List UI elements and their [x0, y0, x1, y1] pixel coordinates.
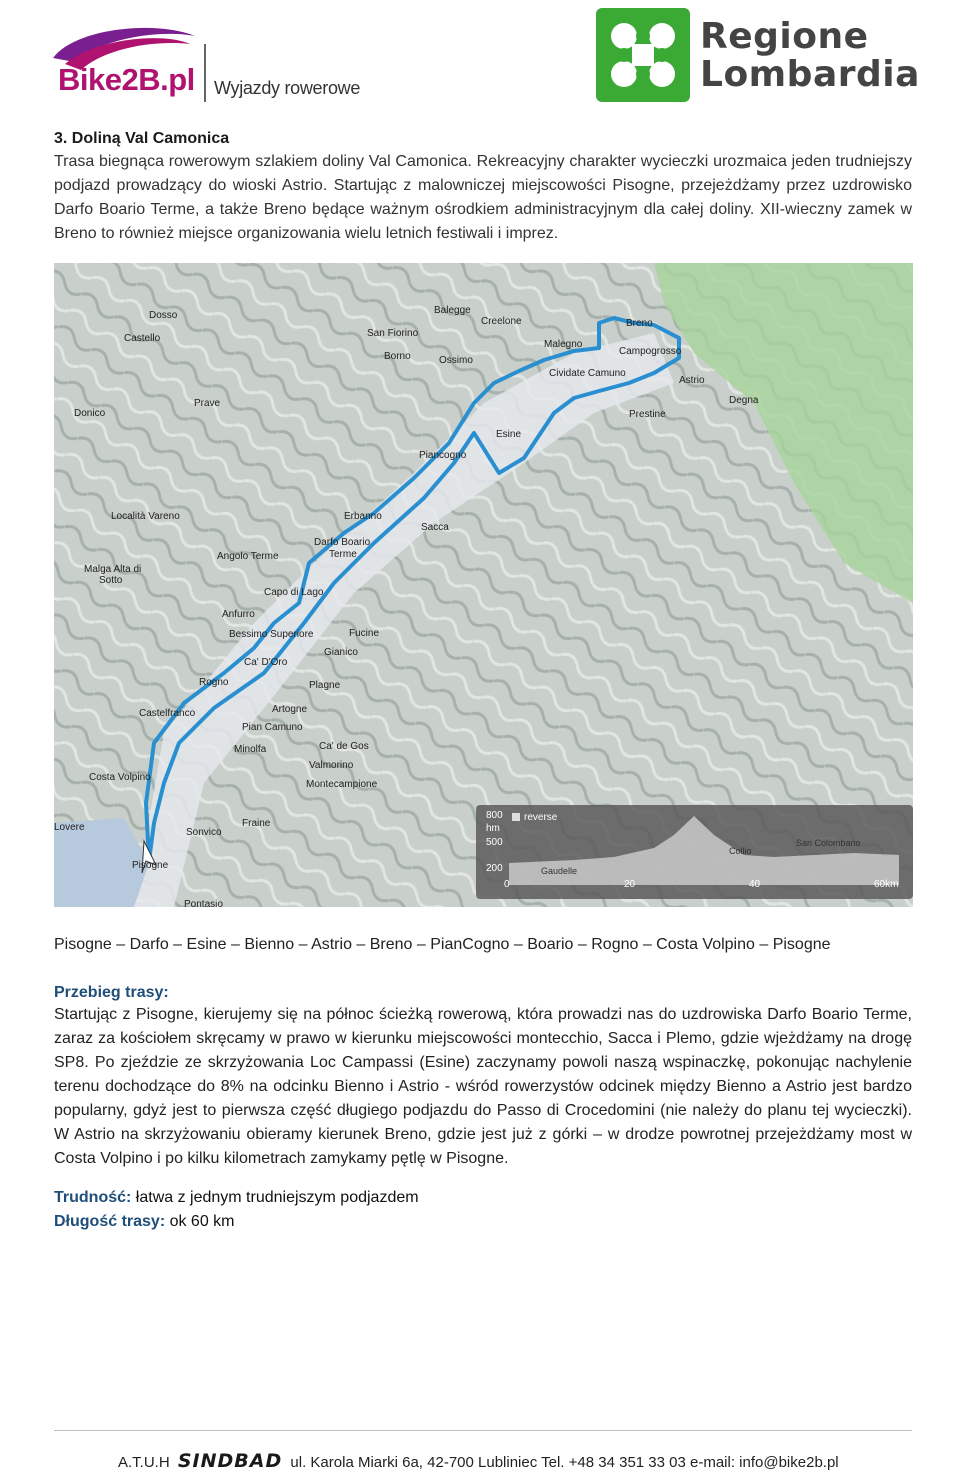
map-label-astrio: Astrio — [679, 375, 705, 386]
map-label-sotto: Sotto — [99, 575, 123, 586]
lombardia-text: Lombardia — [700, 54, 920, 95]
map-label-plagne: Plagne — [309, 680, 341, 691]
footer-divider — [54, 1430, 912, 1431]
map-label-sonvico: Sonvico — [186, 827, 222, 838]
map-label-malga: Malga Alta di — [84, 564, 142, 575]
profile-annotation-collio: Collio — [729, 846, 752, 856]
footer-prefix: A.T.U.H — [118, 1454, 170, 1471]
map-label-ca-de-gos: Ca' de Gos — [319, 741, 369, 752]
profile-reverse-label: reverse — [524, 812, 558, 823]
przebieg-description — [54, 1003, 912, 1171]
map-label-fucine: Fucine — [349, 628, 380, 639]
map-label-rogno: Rogno — [199, 677, 229, 688]
map-label-fraine: Fraine — [242, 818, 271, 829]
map-label-balegge: Balegge — [434, 305, 471, 316]
sindbad-logo: SINDBAD — [177, 1450, 283, 1472]
map-label-darfo: Darfo Boario — [314, 537, 371, 548]
profile-x-60km: 60km — [874, 879, 899, 890]
map-label-pian-camuno: Pian Camuno — [242, 722, 303, 733]
przebieg-heading: Przebieg trasy: — [54, 984, 169, 1001]
map-label-lovere: Lovere — [54, 822, 85, 833]
intro-paragraph — [54, 150, 912, 246]
przebieg-text: Startując z Pisogne, kierujemy się na północ ścieżką rowerową, która prowadzi nas do uzdrowiska Darfo Boario Terme, zaraz za kościołem skręcamy w prawo w kierunku miejscowości montecchio, Sacca i Plemo, gdzie wjeżdżamy na drogę SP8. Po zjeździe ze skrzyżowania Loc Campassi (Esine) zaczynamy powoli naszą wspinaczkę, pokonując nachylenie terenu dochodzące do 8% na odcinku Bienno i Astrio - wśród rowerzystów odcinek między Bienno a Astrio jest bardzo popularny, gdyż jest to pierwsza część długiego podjazdu do Passo di Crocedomini (nie należy do planu tej wycieczki). W Astrio na skrzyżowaniu obieramy kierunek Breno, gdzie jest już z górki – w drodze powrotnej przejeżdżamy most w Costa Volpino i po kilku kilometrach zamykamy pętlę w Pisogne. — [54, 1006, 912, 1167]
map-label-breno: Breno — [626, 318, 653, 329]
map-label-campogrosso: Campogrosso — [619, 346, 682, 357]
map-label-capo-di-lago: Capo di Lago — [264, 587, 324, 598]
profile-x-40: 40 — [749, 879, 761, 890]
map-label-san-fiorino: San Fiorino — [367, 328, 419, 339]
regione-text: Regione — [700, 16, 869, 57]
map-label-prestine: Prestine — [629, 409, 666, 420]
map-label-castelfranco: Castelfranco — [139, 708, 196, 719]
map-label-castello: Castello — [124, 333, 161, 344]
route-summary: Pisogne – Darfo – Esine – Bienno – Astrio – Breno – PianCogno – Boario – Rogno – Costa Volpino – Pisogne — [54, 936, 831, 953]
map-label-erbanno: Erbanno — [344, 511, 382, 522]
page-footer — [118, 1450, 839, 1472]
map-label-malegno: Malegno — [544, 339, 583, 350]
map-label-piancogno: Piancogno — [419, 450, 467, 461]
profile-x-0: 0 — [504, 879, 510, 890]
map-label-cividate: Cividate Camuno — [549, 368, 626, 379]
difficulty-value: łatwa z jednym trudniejszym podjazdem — [131, 1189, 419, 1206]
map-label-artogne: Artogne — [272, 704, 308, 715]
footer-address: ul. Karola Miarki 6a, 42-700 Lubliniec Tel. +48 34 351 33 03 e-mail: info@bike2b.pl — [290, 1454, 839, 1471]
map-label-ossimo: Ossimo — [439, 355, 473, 366]
map-label-pisogne: Pisogne — [132, 860, 169, 871]
map-label-anfurro: Anfurro — [222, 609, 255, 620]
map-label-pontasio: Pontasio — [184, 899, 223, 907]
profile-x-20: 20 — [624, 879, 636, 890]
profile-annotation-san-colombano: San Colombano — [796, 838, 861, 848]
profile-tick-500: 500 — [486, 837, 503, 848]
map-label-montecampione: Montecampione — [306, 779, 378, 790]
map-label-prave: Prave — [194, 398, 221, 409]
map-label-gianico: Gianico — [324, 647, 358, 658]
difficulty-label: Trudność: — [54, 1189, 132, 1206]
logo-separator — [204, 44, 206, 102]
section-title: 3. Doliną Val Camonica — [54, 130, 230, 147]
map-label-costa-volpino: Costa Volpino — [89, 772, 151, 783]
route-map — [54, 263, 913, 907]
page-header — [0, 0, 960, 118]
map-label-sacca: Sacca — [421, 522, 449, 533]
map-label-borno: Borno — [384, 351, 411, 362]
intro-text: Trasa biegnąca rowerowym szlakiem doliny Val Camonica. Rekreacyjny charakter wycieczki urozmaica jeden trudniejszy podjazd prowadzący do wioski Astrio. Startując z malowniczej miejscowości Pisogne, przejeżdżamy przez uzdrowisko Darfo Boario Terme, a także Breno będące ważnym ośrodkiem administracyjnym dla całej doliny. XII-wieczny zamek w Breno to również miejsce organizowania wielu letnich festiwali i imprez. — [54, 153, 912, 242]
profile-annotation-gaudelle: Gaudelle — [541, 866, 578, 876]
bike2b-logo-text: Bike2B.pl — [58, 62, 195, 97]
map-label-bessimo: Bessimo Superiore — [229, 629, 314, 640]
length-line — [54, 1210, 912, 1234]
map-label-dosso: Dosso — [149, 310, 178, 321]
map-label-donico: Donico — [74, 408, 106, 419]
map-label-ca-doro: Ca' D'Oro — [244, 657, 288, 668]
map-label-vareno: Località Vareno — [111, 511, 180, 522]
map-label-valmorino: Valmorino — [309, 760, 354, 771]
length-label: Długość trasy: — [54, 1213, 166, 1230]
map-label-esine: Esine — [496, 429, 522, 440]
profile-tick-200: 200 — [486, 863, 503, 874]
map-label-minolfa: Minolfa — [234, 744, 267, 755]
map-label-angolo: Angolo Terme — [217, 551, 279, 562]
profile-tick-800: 800 — [486, 810, 503, 821]
bike2b-tagline: Wyjazdy rowerowe — [214, 78, 361, 98]
profile-unit-label: hm — [486, 823, 500, 834]
map-label-degna: Degna — [729, 395, 759, 406]
map-label-creelone: Creelone — [481, 316, 522, 327]
length-value: ok 60 km — [165, 1213, 235, 1230]
difficulty-line — [54, 1186, 912, 1210]
map-label-terme: Terme — [329, 549, 357, 560]
